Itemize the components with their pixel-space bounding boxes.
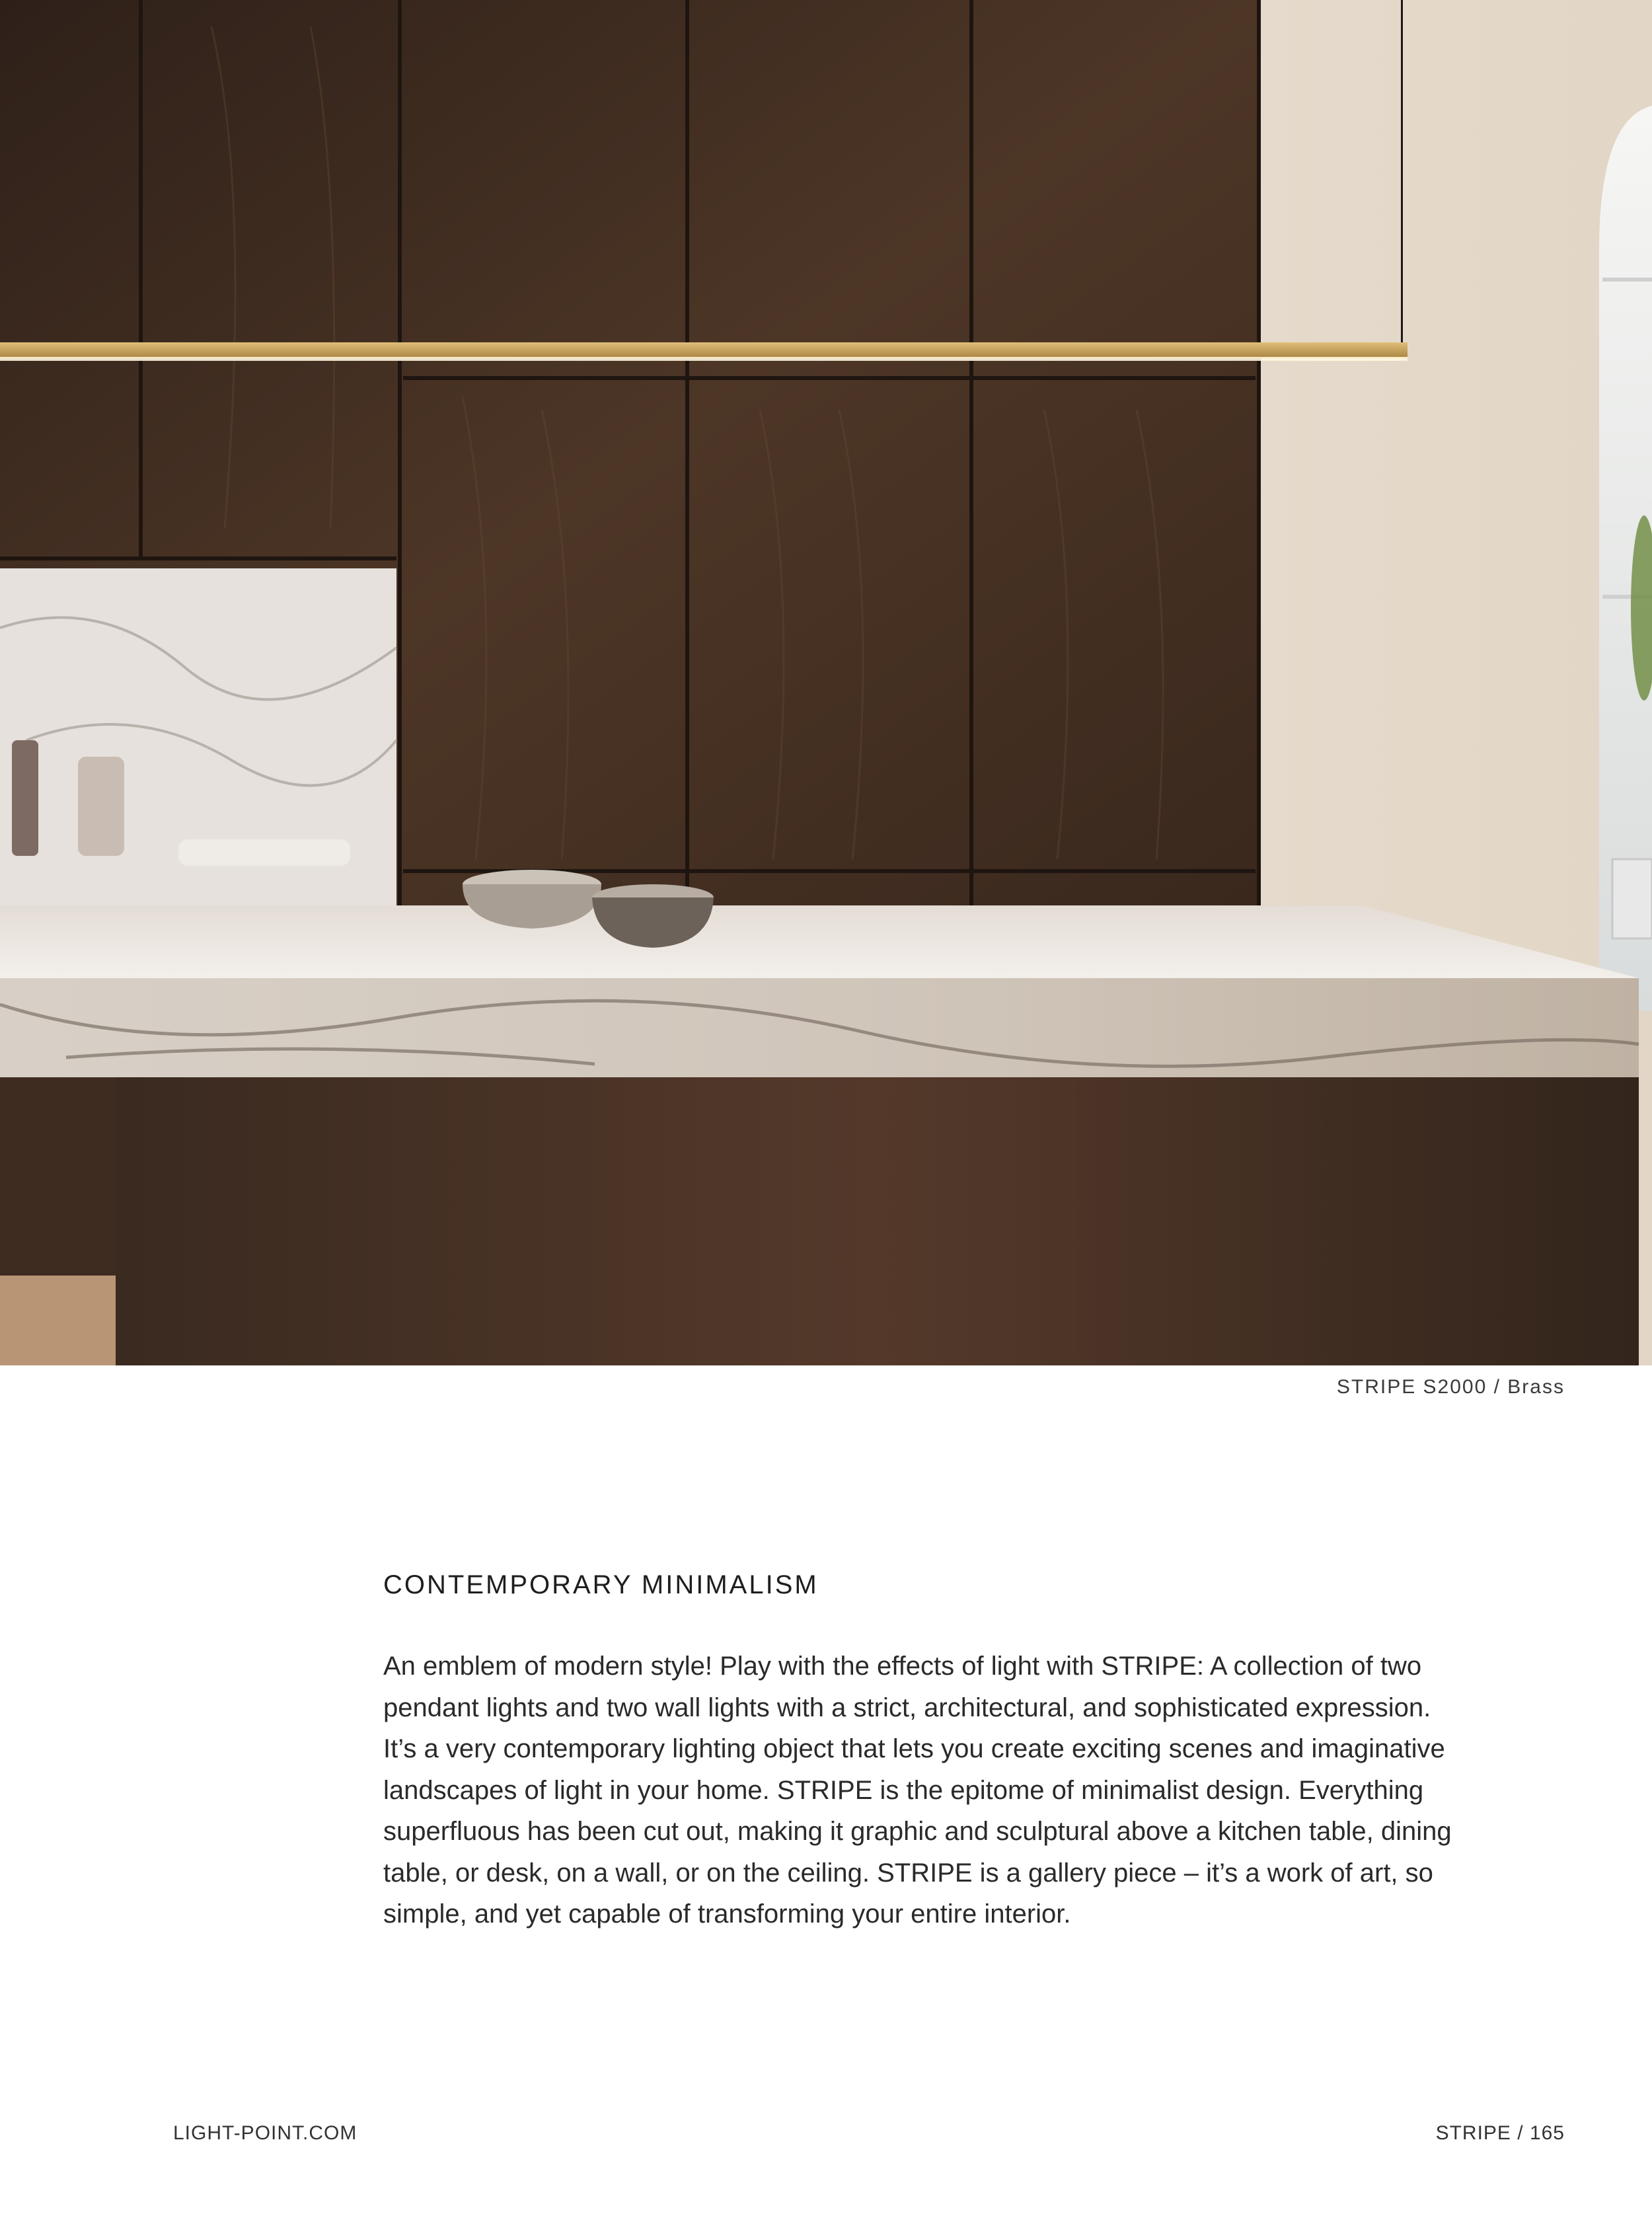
pendant-cable xyxy=(1401,0,1403,344)
footer-page-label: STRIPE / 165 xyxy=(1435,2122,1565,2144)
brass-pendant-light xyxy=(0,342,1408,358)
island-base xyxy=(116,1077,1639,1365)
footer-website: LIGHT-POINT.COM xyxy=(173,2122,357,2144)
arched-window xyxy=(1599,106,1652,1011)
body-paragraph: An emblem of modern style! Play with the effects of light with STRIPE: A collection of two pendant lights and two wall lights with a strict, architectural, and sophisticated expression. It’s a very contemporary lighting object that lets you create exciting scenes and imaginative landscapes of light in your home. STRIPE is the epitome of minimalist design. Everything superfluous has been cut out, making it graphic and sculptural above a kitchen table, dining table, or desk, on a wall, or on the ceiling. STRIPE is a gallery piece – it’s a work of art, so simple, and yet capable of transforming your entire interior. xyxy=(383,1652,1452,1929)
island-countertop-edge xyxy=(0,978,1639,1077)
section-title: CONTEMPORARY MINIMALISM xyxy=(383,1570,819,1599)
island-countertop xyxy=(0,905,1639,978)
photo-caption: STRIPE S2000 / Brass xyxy=(1336,1376,1565,1398)
